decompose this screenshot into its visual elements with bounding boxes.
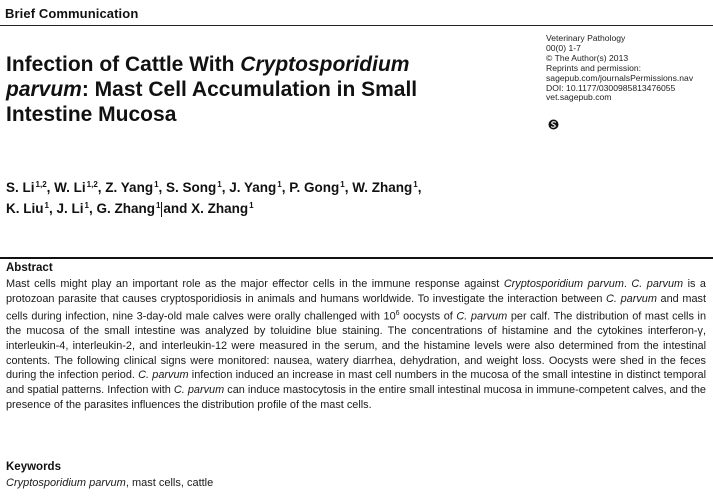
keywords-heading: Keywords <box>6 461 61 473</box>
journal-website[interactable]: vet.sagepub.com <box>546 92 612 103</box>
author[interactable]: J. Yang$^1$ <box>229 180 282 195</box>
doi[interactable]: DOI: 10.1177/0300985813476055 <box>546 82 676 93</box>
reprints-label: Reprints and permission: <box>546 62 642 73</box>
keyword-rest: , mast cells, cattle <box>125 477 214 489</box>
abstract-heading: Abstract <box>6 262 53 274</box>
title-species-genus: Cryptosporidium <box>240 53 410 76</box>
author-list: S. Li$^{1,2}$, W. Li$^{1,2}$, Z. Yang$^1$, S. Song$^1$, J. Yang$^1$, P. Gong$^1$, W. Zhang$^1$, K. Liu$^1$, J. Li$^1$, G. Zhang$^1$ and X. Zhang$^1$ <box>6 180 422 216</box>
journal-pages: 00(0) 1-7 <box>546 42 581 53</box>
title-part1: Infection of Cattle With <box>6 53 241 76</box>
keyword-species[interactable]: Cryptosporidium parvum <box>6 477 126 489</box>
copyright: © The Author(s) 2013 <box>546 52 629 63</box>
author[interactable]: Z. Yang$^1$ <box>105 180 159 195</box>
author[interactable]: S. Song$^1$ <box>166 180 222 195</box>
keywords-list <box>6 477 213 489</box>
permissions-link[interactable]: sagepub.com/journalsPermissions.nav <box>546 72 694 83</box>
abstract-body: Mast cells might play an important role as the major effector cells in the immune response against Cryptosporidium parvum. C. parvum is a protozoan parasite that causes cryptosporidiosis in animals and humans worldwide. To investigate the interaction between C. parvum and mast cells during infection, nine 3-day-old male calves were orally challenged with $10^6$ oocysts of C. parvum per calf. The distribution of mast cells in the mucosa of the small intestine was analyzed by toluidine blue staining. The concentrations of histamine and the cytokines interferon-γ, interleukin-4, interleukin-2, and interleukin-12 were measured in the serum, and the histamine levels were also determined from the intestinal contents. The following clinical signs were monitored: nausea, watery diarrhea, dehydration, and weight loss. Oocysts were shed in the feces during the infection period. C. parvum infection induced an increase in mast cell numbers in the mucosa of the small intestine in distinct temporal and spatial patterns. Infection with C. parvum can induce mastocytosis in the entire small intestinal mucosa in immune-competent calves, and the presence of the parasites influences the distribution profile of the mast cells. <box>6 278 707 411</box>
title-species-epithet: parvum <box>6 78 82 101</box>
author[interactable]: P. Gong$^1$ <box>289 180 345 195</box>
author[interactable]: G. Zhang$^1$ <box>96 201 161 216</box>
author[interactable]: S. Li$^{1,2}$ <box>6 180 47 195</box>
title-part3: Intestine Mucosa <box>6 103 177 126</box>
abstract-rule <box>0 257 713 259</box>
article-title <box>6 52 506 127</box>
section-label: Brief Communication <box>5 6 139 21</box>
title-part2: : Mast Cell Accumulation in Small <box>81 78 418 101</box>
author[interactable]: J. Li$^1$ <box>56 201 89 216</box>
author[interactable]: K. Liu$^1$ <box>6 201 49 216</box>
author[interactable]: W. Zhang$^1$ <box>352 180 418 195</box>
journal-name: Veterinary Pathology <box>546 33 626 43</box>
author[interactable]: and X. Zhang$^1$ <box>163 201 254 216</box>
author[interactable]: W. Li$^{1,2}$ <box>54 180 98 195</box>
journal-info <box>546 34 711 103</box>
sage-logo-icon <box>548 119 559 130</box>
header-rule <box>0 25 713 26</box>
